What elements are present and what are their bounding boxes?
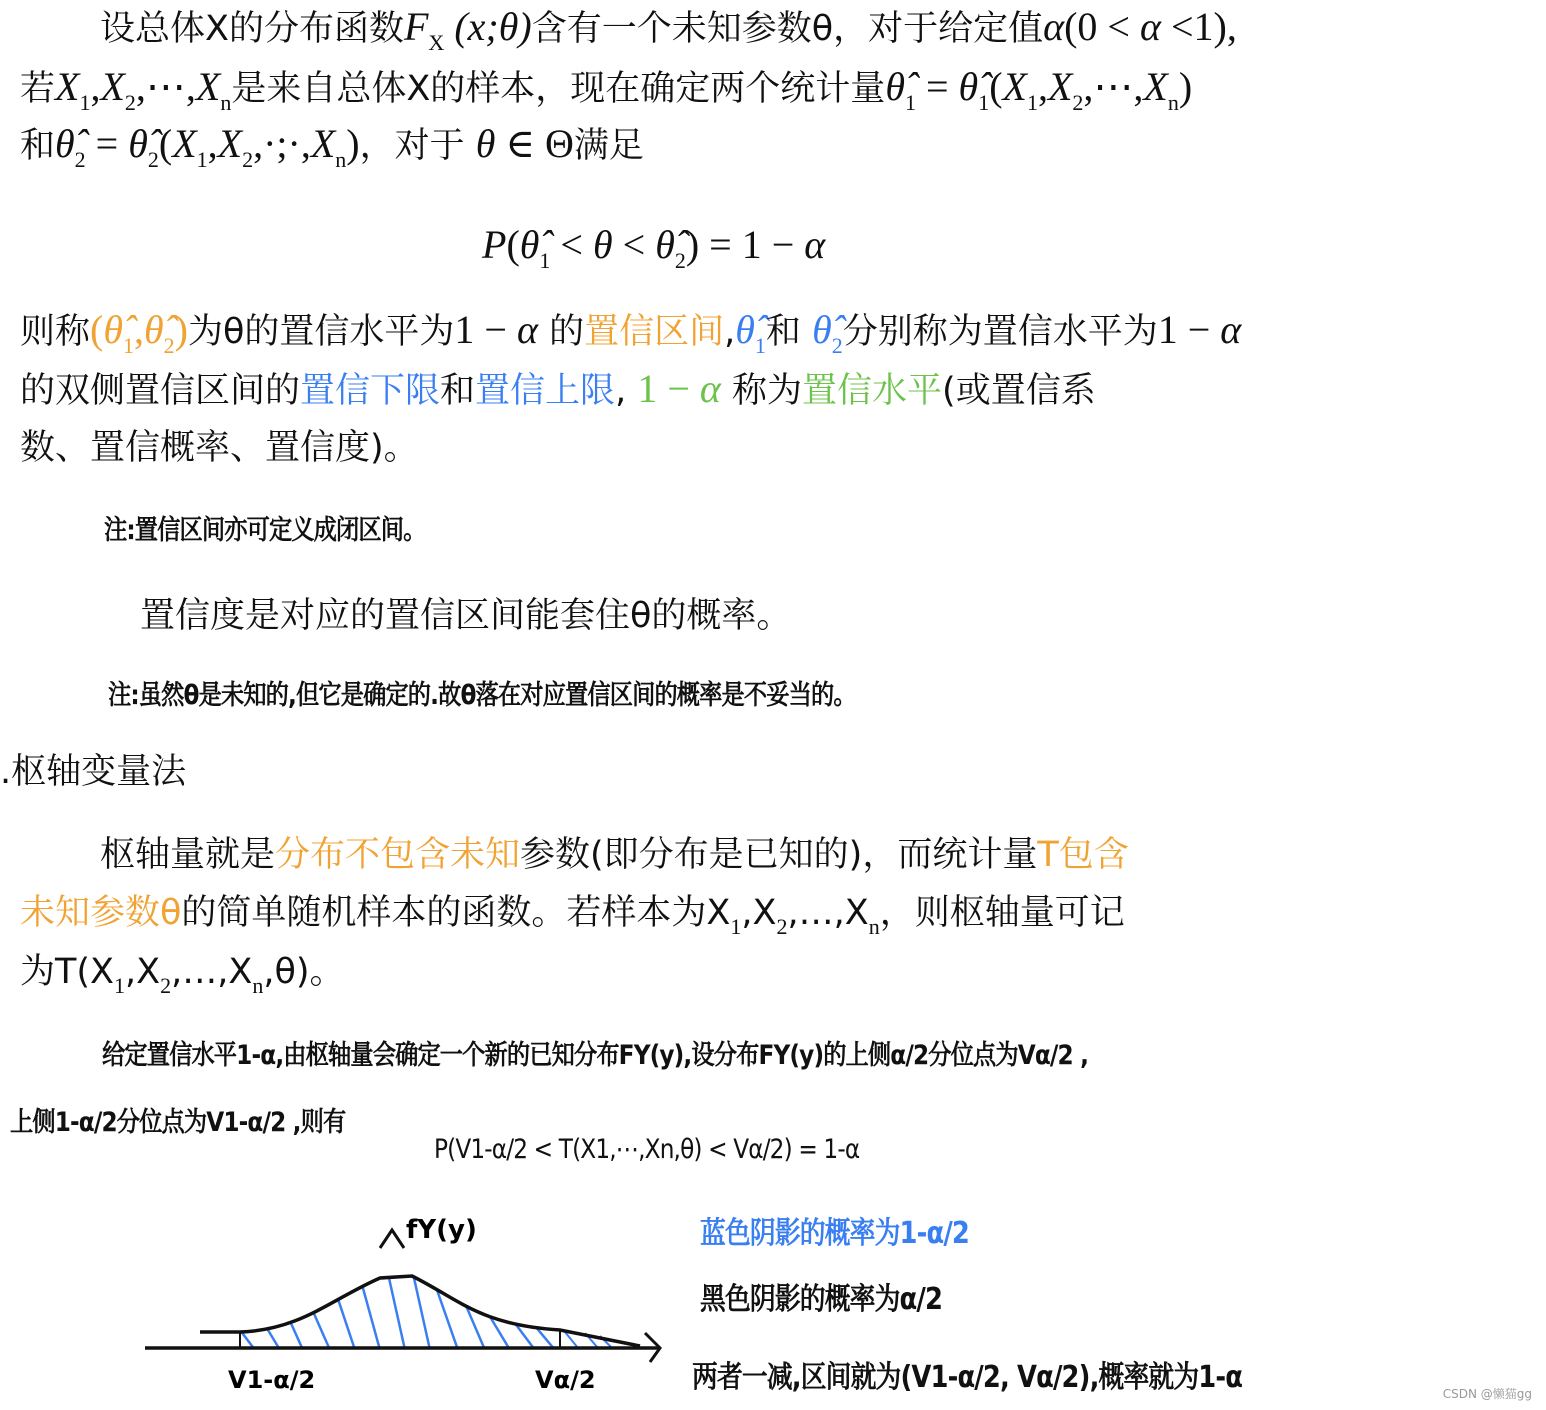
text-segment: 2 — [124, 90, 136, 115]
text-segment: 为T(X — [20, 952, 115, 992]
text-segment: ( — [506, 222, 520, 267]
text-segment: 若 — [20, 69, 56, 109]
text-segment: ,·;·, — [253, 121, 311, 166]
density-graph — [0, 0, 700, 1410]
text-segment: X — [1143, 64, 1168, 109]
text-segment: 2 — [74, 147, 86, 172]
text-segment: ( — [158, 121, 173, 166]
text-segment: θ̂ — [128, 121, 148, 166]
text-segment: , — [1037, 64, 1048, 109]
text-segment: 设总体X的分布函数 — [100, 9, 404, 49]
text-segment: 1 — [79, 90, 91, 115]
text-segment: ) = 1 − — [685, 222, 805, 267]
text-segment: X — [195, 64, 221, 109]
text-segment: θ̂ — [885, 64, 905, 109]
text-segment: X — [172, 121, 197, 166]
text-segment: ) — [174, 307, 188, 352]
text-segment: θ̂ — [519, 222, 540, 267]
text-segment: 和 — [20, 126, 56, 166]
text-segment: (0 < — [1064, 4, 1140, 49]
text-segment: X — [55, 64, 80, 109]
text-segment: 置信下限 — [300, 371, 441, 411]
text-segment: 数、置信概率、置信度)。 — [20, 428, 419, 468]
handwritten-formula: P(V1-α/2 < T(X1,⋯,Xn,θ) < Vα/2) = 1-α — [434, 1134, 860, 1165]
text-segment: ,…,X — [787, 893, 869, 933]
text-segment: θ̂ — [958, 64, 979, 109]
watermark: CSDN @懒猫gg — [1442, 1387, 1532, 1401]
text-segment: θ̂ — [144, 307, 164, 352]
text-segment: 和 — [765, 312, 813, 352]
text-segment: ,…,X — [171, 952, 253, 992]
text-segment: 分布不包含未知 — [275, 835, 521, 875]
text-segment: ,X — [741, 893, 777, 933]
text-segment: <1), — [1161, 4, 1237, 49]
text-segment: ，则枢轴量可记 — [879, 893, 1125, 933]
black-shade-note: 黑色阴影的概率为α/2 — [700, 1282, 943, 1317]
text-segment: 1 — [904, 90, 916, 115]
text-segment: α — [699, 366, 721, 411]
text-segment: 1 — [978, 90, 990, 115]
text-segment: < — [550, 222, 593, 267]
text-segment: 置信水平 — [802, 371, 943, 411]
text-segment: 1 — [539, 248, 551, 273]
text-segment: α — [516, 307, 538, 352]
blue-hatching — [240, 1260, 555, 1350]
text-segment: 1 — [196, 147, 208, 172]
text-segment: ( — [90, 307, 104, 352]
density-curve — [200, 1276, 640, 1346]
text-segment: < — [612, 222, 656, 267]
text-segment: .枢轴变量法 — [0, 752, 187, 792]
left-quantile-label: V1-α/2 — [228, 1366, 316, 1394]
text-segment: P — [482, 222, 507, 267]
text-segment: 1 − — [637, 366, 700, 411]
text-segment: 枢轴量就是 — [100, 835, 276, 875]
text-segment: α — [1043, 4, 1065, 49]
text-segment: 参数(即分布是已知的)，而统计量 — [520, 835, 1038, 875]
text-segment: 1 − — [1157, 307, 1221, 352]
right-quantile-label: Vα/2 — [535, 1366, 596, 1394]
text-segment: T包含 — [1037, 835, 1129, 875]
text-segment: 2 — [674, 248, 686, 273]
text-segment: 的双侧置信区间的 — [20, 371, 301, 411]
text-segment: 2 — [163, 333, 175, 358]
text-segment: θ̂ — [812, 307, 832, 352]
text-segment: 分别称为置信水平为 — [842, 312, 1158, 352]
text-segment: ( — [989, 64, 1003, 109]
text-segment: θ — [475, 121, 496, 166]
text-segment: , — [207, 121, 218, 166]
text-segment: 2 — [160, 973, 172, 998]
text-segment: θ̂ — [55, 121, 75, 166]
text-segment: ∈ Θ — [495, 121, 574, 166]
text-segment: n — [1167, 90, 1179, 115]
text-segment: 的简单随机样本的函数。若样本为X — [181, 893, 731, 933]
text-segment: , — [615, 371, 638, 411]
text-segment: 为θ的置信水平为 — [187, 312, 455, 352]
text-segment: , — [90, 64, 101, 109]
text-segment: X — [217, 121, 243, 166]
text-segment: 2 — [1072, 90, 1084, 115]
text-segment: 1 − — [454, 307, 517, 352]
text-segment: 是来自总体X的样本，现在确定两个统计量 — [231, 69, 886, 109]
text-segment: 1 — [730, 914, 742, 939]
text-segment: θ̂ — [103, 307, 123, 352]
y-axis-label: fY(y) — [406, 1215, 477, 1245]
text-segment: 1 — [1026, 90, 1038, 115]
text-segment: θ — [592, 222, 613, 267]
text-segment: 含有一个未知参数θ，对于给定值 — [531, 9, 1044, 49]
text-segment: 置信区间 — [584, 312, 725, 352]
text-segment: X — [1002, 64, 1027, 109]
text-segment: 和 — [440, 371, 476, 411]
text-segment: 1 — [754, 333, 766, 358]
text-segment: ,θ)。 — [263, 952, 345, 992]
text-segment: (x;θ) — [444, 4, 532, 49]
text-segment: = — [85, 121, 129, 166]
text-segment: 2 — [776, 914, 788, 939]
text-segment: θ̂ — [735, 307, 755, 352]
text-segment: X — [310, 121, 336, 166]
text-segment: n — [252, 973, 264, 998]
text-segment: , — [134, 307, 144, 352]
text-segment: 称为 — [720, 371, 803, 411]
text-segment: 满足 — [573, 126, 644, 166]
text-segment: 2 — [242, 147, 254, 172]
note-probability: 注:虽然θ是未知的,但它是确定的.故θ落在对应置信区间的概率是不妥当的。 — [108, 680, 856, 711]
handwritten-pivot-desc: 给定置信水平1-α,由枢轴量会确定一个新的已知分布FY(y),设分布FY(y)的上侧α/2分位点为Vα/2 , — [102, 1040, 1089, 1071]
text-segment: 则称 — [20, 312, 91, 352]
handwritten-quantile-desc: 上侧1-α/2分位点为V1-α/2 ,则有 — [10, 1107, 346, 1138]
text-segment: 1 — [123, 333, 134, 358]
text-segment: , — [724, 312, 736, 352]
text-segment: X — [100, 64, 125, 109]
text-segment: 2 — [147, 147, 159, 172]
text-segment: ,⋯, — [1083, 64, 1144, 109]
text-segment: n — [220, 90, 232, 115]
text-segment: 的 — [537, 312, 585, 352]
text-segment: ) — [346, 121, 360, 166]
text-segment: n — [868, 914, 880, 939]
text-segment: X — [1047, 64, 1073, 109]
text-segment: = — [915, 64, 959, 109]
text-segment: α — [1140, 4, 1161, 49]
text-segment: 置信度是对应的置信区间能套住θ的概率。 — [140, 596, 792, 636]
text-segment: X — [428, 30, 445, 55]
text-segment: (或置信系 — [942, 371, 1096, 411]
text-segment: θ̂ — [655, 222, 675, 267]
note-closed-interval: 注:置信区间亦可定义成闭区间。 — [104, 515, 426, 546]
text-segment: 1 — [114, 973, 126, 998]
text-segment: F — [403, 4, 429, 49]
text-segment: ,⋯, — [135, 64, 196, 109]
text-segment: α — [804, 222, 826, 267]
text-segment: 未知参数θ — [20, 893, 182, 933]
text-segment: n — [335, 147, 347, 172]
text-segment: 置信上限 — [475, 371, 616, 411]
text-segment: ，对于 — [359, 126, 476, 166]
text-segment: α — [1220, 307, 1242, 352]
result-note: 两者一减,区间就为(V1-α/2, Vα/2),概率就为1-α — [692, 1360, 1243, 1395]
text-segment: ) — [1178, 64, 1193, 109]
blue-shade-note: 蓝色阴影的概率为1-α/2 — [700, 1216, 969, 1251]
text-segment: 2 — [831, 333, 843, 358]
text-segment: ,X — [125, 952, 161, 992]
y-axis-arrow-icon — [380, 1230, 404, 1248]
